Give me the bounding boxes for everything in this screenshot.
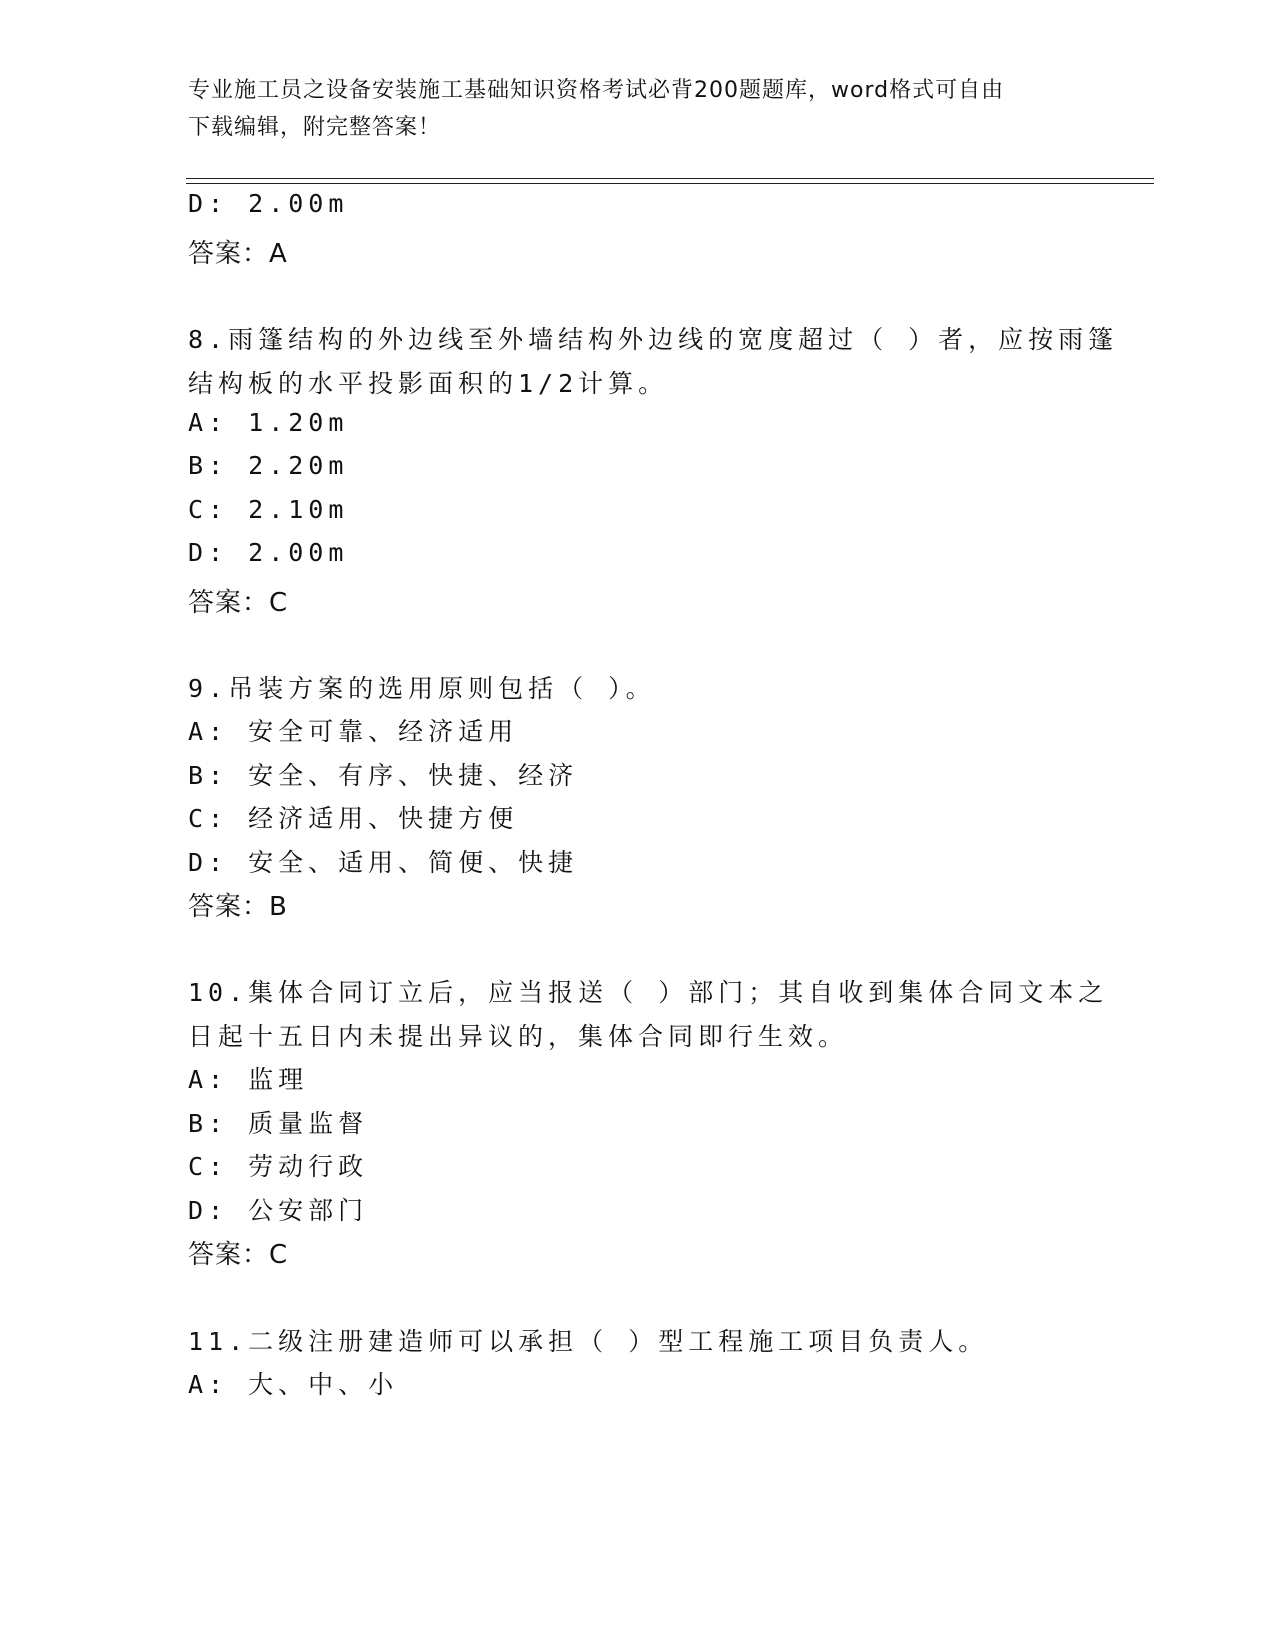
question-8-option-a: A: 1.20m xyxy=(188,408,349,437)
question-9-option-a: A: 安全可靠、经济适用 xyxy=(188,717,519,746)
header-line-2: 下载编辑，附完整答案！ xyxy=(188,115,442,140)
question-10-option-d: D: 公安部门 xyxy=(188,1196,369,1225)
option-d: D: 2.00m xyxy=(188,189,349,218)
question-11-option-a: A: 大、中、小 xyxy=(188,1370,399,1399)
document-header xyxy=(188,72,1068,146)
question-10-option-c: C: 劳动行政 xyxy=(188,1152,369,1181)
question-9-option-b: B: 安全、有序、快捷、经济 xyxy=(188,761,579,790)
question-9-stem: 9.吊装方案的选用原则包括（ ）。 xyxy=(188,674,656,703)
question-10-option-a: A: 监理 xyxy=(188,1065,309,1094)
header-line-1: 专业施工员之设备安装施工基础知识资格考试必背200题题库，word格式可自由 xyxy=(188,78,1005,103)
header-divider-top xyxy=(186,178,1154,179)
question-8-option-c: C: 2.10m xyxy=(188,495,349,524)
question-8-answer: 答案：C xyxy=(188,588,289,618)
question-8-stem-line-2: 结构板的水平投影面积的1/2计算。 xyxy=(188,369,669,398)
question-9-answer: 答案：B xyxy=(188,892,288,922)
question-10-stem-line-1: 10.集体合同订立后，应当报送（ ）部门；其自收到集体合同文本之 xyxy=(188,978,1109,1007)
question-8-stem-line-1: 8.雨篷结构的外边线至外墙结构外边线的宽度超过（ ）者，应按雨篷 xyxy=(188,325,1119,354)
question-9-option-d: D: 安全、适用、简便、快捷 xyxy=(188,848,579,877)
question-10-answer: 答案：C xyxy=(188,1240,289,1270)
answer-label: 答案：A xyxy=(188,239,288,269)
question-11-stem: 11.二级注册建造师可以承担（ ）型工程施工项目负责人。 xyxy=(188,1327,989,1356)
question-10-stem-line-2: 日起十五日内未提出异议的，集体合同即行生效。 xyxy=(188,1022,849,1051)
question-10-option-b: B: 质量监督 xyxy=(188,1109,369,1138)
question-8-option-b: B: 2.20m xyxy=(188,451,349,480)
question-8-option-d: D: 2.00m xyxy=(188,538,349,567)
header-divider-bottom xyxy=(186,183,1154,184)
question-9-option-c: C: 经济适用、快捷方便 xyxy=(188,804,519,833)
